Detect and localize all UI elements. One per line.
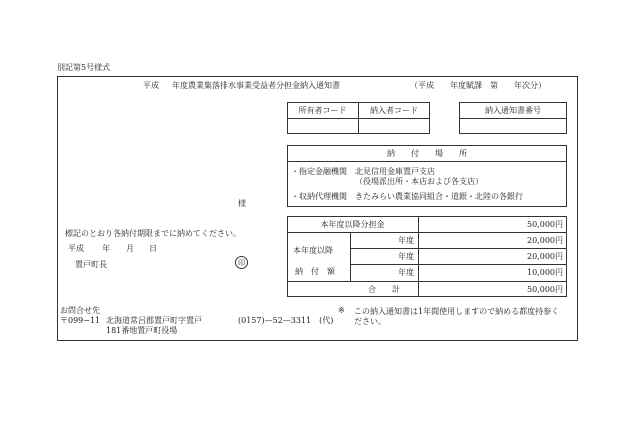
- period-label-2: 納 付 額: [295, 267, 335, 276]
- note-line-1: この納入通知書は1年間使用しますので納める都度持参く: [354, 307, 560, 316]
- year-row-value: 20,000円: [527, 251, 563, 261]
- total-label: 本年度以降分担金: [320, 219, 385, 229]
- year-row-label: 年度: [398, 268, 414, 277]
- note-line-2: ださい。: [354, 317, 386, 326]
- payment-place-divider: [287, 161, 567, 162]
- date-day: 日: [149, 244, 157, 253]
- issuer-name: 置戸町長: [75, 260, 107, 269]
- notice-number-header: 納入通知書番号: [485, 105, 541, 115]
- agent-name: きたみらい農業協同組合・道銀・北陸の各銀行: [355, 192, 523, 201]
- date-year: 年: [102, 244, 110, 253]
- notice-text: 標記のとおり各納付期限までに納めてください。: [65, 229, 241, 238]
- notice-number-field[interactable]: [459, 118, 567, 134]
- contact-postal: 〒099−11: [60, 316, 101, 325]
- contact-address-1: 北海道常呂郡置戸町字置戸: [106, 316, 202, 325]
- year-row-value: 20,000円: [527, 235, 563, 245]
- sum-value: 50,000円: [527, 284, 563, 294]
- payer-code-header: 納入者コード: [370, 105, 418, 115]
- date-era: 平成: [68, 244, 84, 253]
- contact-address-2: 181番地置戸町役場: [106, 326, 178, 335]
- year-row-label: 年度: [398, 235, 414, 245]
- seal-text: 印: [238, 258, 245, 267]
- bank-note: （役場派出所・本店および各支店）: [355, 177, 483, 186]
- owner-code-header: 所有者コード: [298, 105, 347, 115]
- sum-label: 合 計: [368, 284, 400, 294]
- agent-label: ・収納代理機関: [291, 192, 347, 201]
- assessment-period: （平成 年度賦課 第 年次分）: [410, 81, 546, 90]
- note-mark: ※: [338, 306, 345, 315]
- seal-mark: [235, 256, 248, 269]
- bank-label: ・指定金融機関: [291, 167, 347, 176]
- contact-label: お問合せ先: [60, 306, 100, 315]
- bank-name: 北見信用金庫置戸支店: [355, 167, 435, 176]
- owner-code-field[interactable]: [287, 118, 358, 134]
- addressee-suffix: 様: [238, 199, 246, 208]
- period-label-1: 本年度以降: [293, 246, 333, 255]
- year-row-value: 10,000円: [527, 268, 563, 277]
- year-row-label: 年度: [398, 251, 414, 261]
- payment-place-header: 納 付 場 所: [387, 148, 467, 158]
- date-month: 月: [126, 244, 134, 253]
- page-title: 年度農業集落排水事業受益者分担金納入通知書: [172, 81, 340, 90]
- payer-code-field[interactable]: [358, 118, 430, 134]
- contact-phone: (0157)—52—3311 (代): [238, 316, 334, 325]
- total-value: 50,000円: [527, 219, 563, 229]
- form-label: 別記第5号様式: [57, 63, 111, 72]
- title-era: 平成: [143, 81, 159, 90]
